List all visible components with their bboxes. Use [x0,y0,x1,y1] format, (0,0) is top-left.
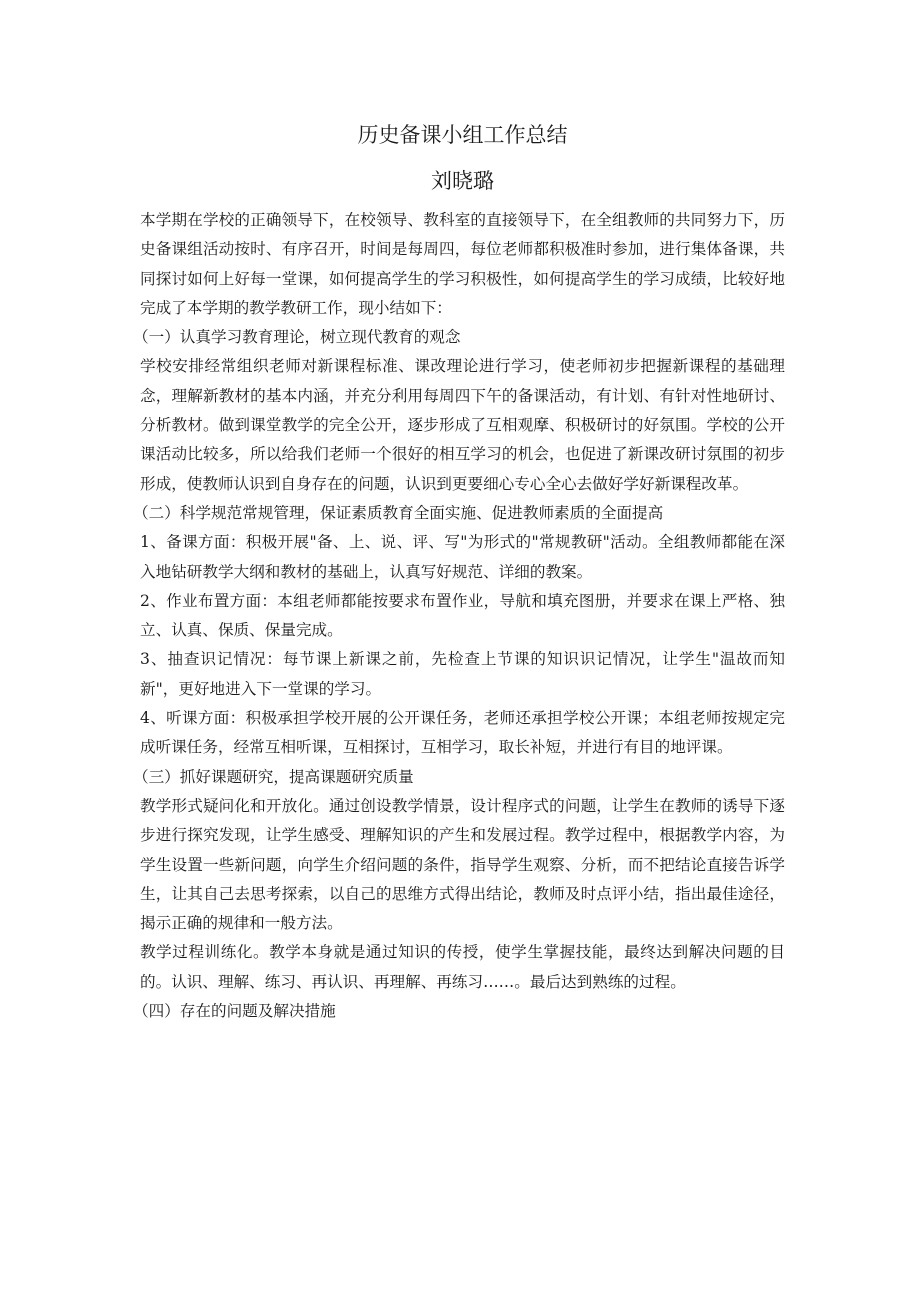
item-1-paragraph: 1、备课方面：积极开展"备、上、说、评、写"为形式的"常规教研"活动。全组教师都能在深入地钻研教学大纲和教材的基础上，认真写好规范、详细的教案。 [140,533,785,581]
document-title: 历史备课小组工作总结 [357,123,568,147]
section-heading-1: （一）认真学习教育理论，树立现代教育的观念 [133,328,461,347]
section-heading-2: （二）科学规范常规管理，保证素质教育全面实施、促进教师素质的全面提高 [133,503,664,522]
intro-paragraph: 本学期在学校的正确领导下，在校领导、教科室的直接领导下，在全组教师的共同努力下，历史备课组活动按时、有序召开，时间是每周四，每位老师都积极准时参加，进行集体备课，共同探讨如何上好每一堂课，如何提高学生的学习积极性，如何提高学生的学习成绩，比较好地完成了本学期的教学教研工作，现小结如下： [140,211,785,317]
section-3-paragraph-1: 教学形式疑问化和开放化。通过创设教学情景，设计程序式的问题，让学生在教师的诱导下逐步进行探究发现，让学生感受、理解知识的产生和发展过程。教学过程中，根据教学内容，为学生设置一些新问题，向学生介绍问题的条件，指导学生观察、分析，而不把结论直接告诉学生，让其自己去思考探索，以自己的思维方式得出结论，教师及时点评小结，指出最佳途径，揭示正确的规律和一般方法。 [140,796,785,933]
section-heading-3: （三）抓好课题研究，提高课题研究质量 [133,767,414,786]
item-2-paragraph: 2、作业布置方面：本组老师都能按要求布置作业，导航和填充图册，并要求在课上严格、独立、认真、保质、保量完成。 [140,591,785,640]
section-1-paragraph: 学校安排经常组织老师对新课程标准、课改理论进行学习，使老师初步把握新课程的基础理念，理解新教材的基本内涵，并充分利用每周四下午的备课活动，有计划、有针对性地研讨、分析教材。做到课堂教学的完全公开，逐步形成了互相观摩、积极研讨的好氛围。学校的公开课活动比较多，所以给我们老师一个很好的相互学习的机会，也促进了新课改研讨氛围的初步形成，使教师认识到自身存在的问题，认识到更要细心专心全心去做好学好新课程改革。 [140,357,785,493]
item-4-paragraph: 4、听课方面：积极承担学校开展的公开课任务，老师还承担学校公开课；本组老师按规定完成听课任务，经常互相听课，互相探讨，互相学习，取长补短，并进行有目的地评课。 [140,709,785,757]
document-author: 刘晓璐 [431,169,494,193]
item-3-paragraph: 3、抽查识记情况：每节课上新课之前，先检查上节课的知识识记情况，让学生"温故而知新"，更好地进入下一堂课的学习。 [140,650,785,698]
section-3-paragraph-2: 教学过程训练化。教学本身就是通过知识的传授，使学生掌握技能，最终达到解决问题的目的。认识、理解、练习、再认识、再理解、再练习……。最后达到熟练的过程。 [140,943,785,991]
document-page [133,118,785,1026]
section-heading-4: （四）存在的问题及解决措施 [133,1002,336,1021]
